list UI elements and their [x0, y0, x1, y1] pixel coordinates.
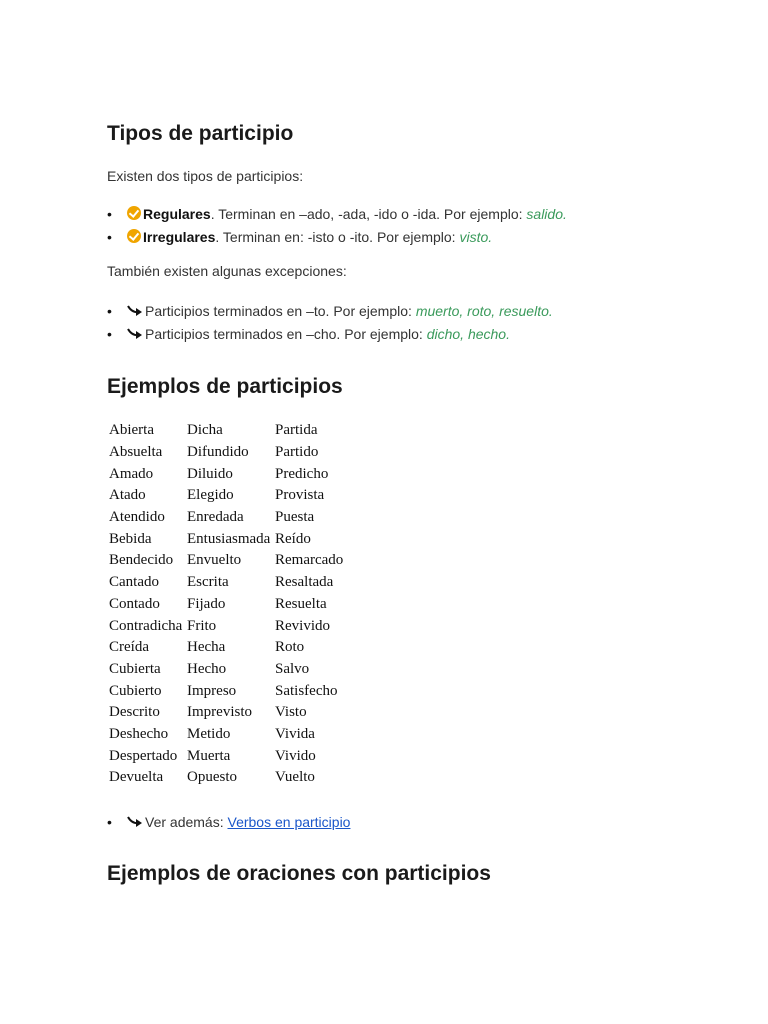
- heading-ejemplos: Ejemplos de participios: [107, 375, 343, 398]
- table-cell: Contradicha: [109, 617, 183, 634]
- table-cell: Hecho: [187, 660, 227, 677]
- table-row: [107, 594, 345, 616]
- table-cell: Fijado: [187, 595, 226, 612]
- table-cell: Impreso: [187, 682, 237, 699]
- bullet: •: [107, 814, 112, 830]
- bullet: •: [107, 206, 112, 222]
- table-row: [107, 528, 345, 550]
- table-cell: Absuelta: [109, 444, 163, 461]
- term-irregulares: Irregulares: [143, 229, 216, 245]
- heading-tipos: Tipos de participio: [107, 122, 294, 145]
- table-row: [107, 724, 345, 746]
- intro-text: Existen dos tipos de participios:: [107, 168, 304, 184]
- table-cell: Cantado: [109, 574, 159, 591]
- table-row: [107, 659, 345, 681]
- table-cell: Partida: [275, 422, 318, 439]
- item-text: . Terminan en: -isto o -ito. Por ejemplo:: [215, 229, 460, 245]
- table-cell: Entusiasmada: [187, 530, 271, 547]
- table-cell: Atado: [109, 487, 146, 504]
- see-also-link[interactable]: Verbos en participio: [227, 814, 351, 830]
- term-regulares: Regulares: [143, 206, 211, 222]
- see-also-list: [107, 811, 351, 834]
- table-row: [107, 485, 345, 507]
- table-row: [107, 463, 345, 485]
- table-cell: Cubierta: [109, 660, 161, 677]
- table-cell: Muerta: [187, 747, 231, 764]
- table-row: [107, 767, 345, 789]
- table-cell: Bendecido: [109, 552, 174, 569]
- bullet: •: [107, 303, 112, 319]
- bullet: •: [107, 326, 112, 342]
- table-cell: Elegido: [187, 487, 234, 504]
- example-text: muerto, roto, resuelto.: [415, 303, 553, 319]
- table-cell: Metido: [187, 725, 231, 742]
- participles-table: [107, 420, 345, 789]
- table-row: [107, 615, 345, 637]
- table-cell: Puesta: [275, 509, 315, 526]
- table-cell: Resuelta: [275, 595, 327, 612]
- table-row: [107, 572, 345, 594]
- check-circle-icon: [127, 206, 141, 220]
- check-circle-icon: [127, 229, 141, 243]
- curved-arrow-icon: [127, 304, 144, 318]
- item-text: Participios terminados en –cho. Por ejemplo:: [145, 326, 427, 342]
- table-row: [107, 507, 345, 529]
- item-text: . Terminan en –ado, -ada, -ido o -ida. Por ejemplo:: [210, 206, 527, 222]
- table-cell: Despertado: [109, 747, 178, 764]
- table-row: [107, 702, 345, 724]
- table-cell: Vuelto: [275, 769, 315, 786]
- table-cell: Escrita: [187, 574, 229, 591]
- table-row: [107, 745, 345, 767]
- table-cell: Deshecho: [109, 725, 169, 742]
- heading-oraciones: Ejemplos de oraciones con participios: [107, 862, 491, 885]
- table-cell: Difundido: [187, 444, 249, 461]
- exceptions-intro: También existen algunas excepciones:: [107, 263, 347, 279]
- table-cell: Descrito: [109, 704, 160, 721]
- table-cell: Contado: [109, 595, 160, 612]
- table-cell: Cubierto: [109, 682, 162, 699]
- table-row: [107, 420, 345, 442]
- example-text: dicho, hecho.: [426, 326, 510, 342]
- table-cell: Hecha: [187, 639, 226, 656]
- table-cell: Predicho: [275, 465, 329, 482]
- table-cell: Opuesto: [187, 769, 237, 786]
- table-cell: Creída: [109, 639, 149, 656]
- table-row: [107, 680, 345, 702]
- table-cell: Devuelta: [109, 769, 164, 786]
- example-text: visto.: [459, 229, 493, 245]
- curved-arrow-icon: [127, 815, 144, 829]
- curved-arrow-icon: [127, 327, 144, 341]
- table-cell: Reído: [275, 530, 311, 547]
- list-item-see-also: [107, 811, 351, 834]
- table-cell: Diluido: [187, 465, 233, 482]
- table-cell: Abierta: [109, 422, 154, 439]
- table-cell: Vivida: [275, 725, 315, 742]
- bullet: •: [107, 229, 112, 245]
- table-row: [107, 442, 345, 464]
- table-cell: Amado: [109, 465, 154, 482]
- see-also-label: Ver además:: [145, 814, 228, 830]
- table-row: [107, 637, 345, 659]
- table-cell: Revivido: [275, 617, 330, 634]
- table-cell: Enredada: [187, 509, 244, 526]
- table-cell: Imprevisto: [187, 704, 252, 721]
- example-text: salido.: [526, 206, 567, 222]
- table-cell: Frito: [187, 617, 217, 634]
- list-item-irregulares: [107, 226, 567, 249]
- table-cell: Remarcado: [275, 552, 344, 569]
- table-row: [107, 550, 345, 572]
- list-item-regulares: [107, 203, 567, 226]
- table-cell: Satisfecho: [275, 682, 338, 699]
- table-cell: Resaltada: [275, 574, 334, 591]
- participle-types-list: [107, 203, 567, 249]
- table-cell: Visto: [275, 704, 307, 721]
- table-cell: Atendido: [109, 509, 165, 526]
- table-cell: Roto: [275, 639, 305, 656]
- table-cell: Dicha: [187, 422, 223, 439]
- table-cell: Bebida: [109, 530, 152, 547]
- item-text: Participios terminados en –to. Por ejemplo:: [145, 303, 416, 319]
- table-cell: Provista: [275, 487, 325, 504]
- table-cell: Vivido: [275, 747, 316, 764]
- table-cell: Salvo: [275, 660, 310, 677]
- table-cell: Partido: [275, 444, 319, 461]
- list-item-exception-to: [107, 300, 553, 323]
- list-item-exception-cho: [107, 323, 553, 346]
- exceptions-list: [107, 300, 553, 346]
- table-cell: Envuelto: [187, 552, 242, 569]
